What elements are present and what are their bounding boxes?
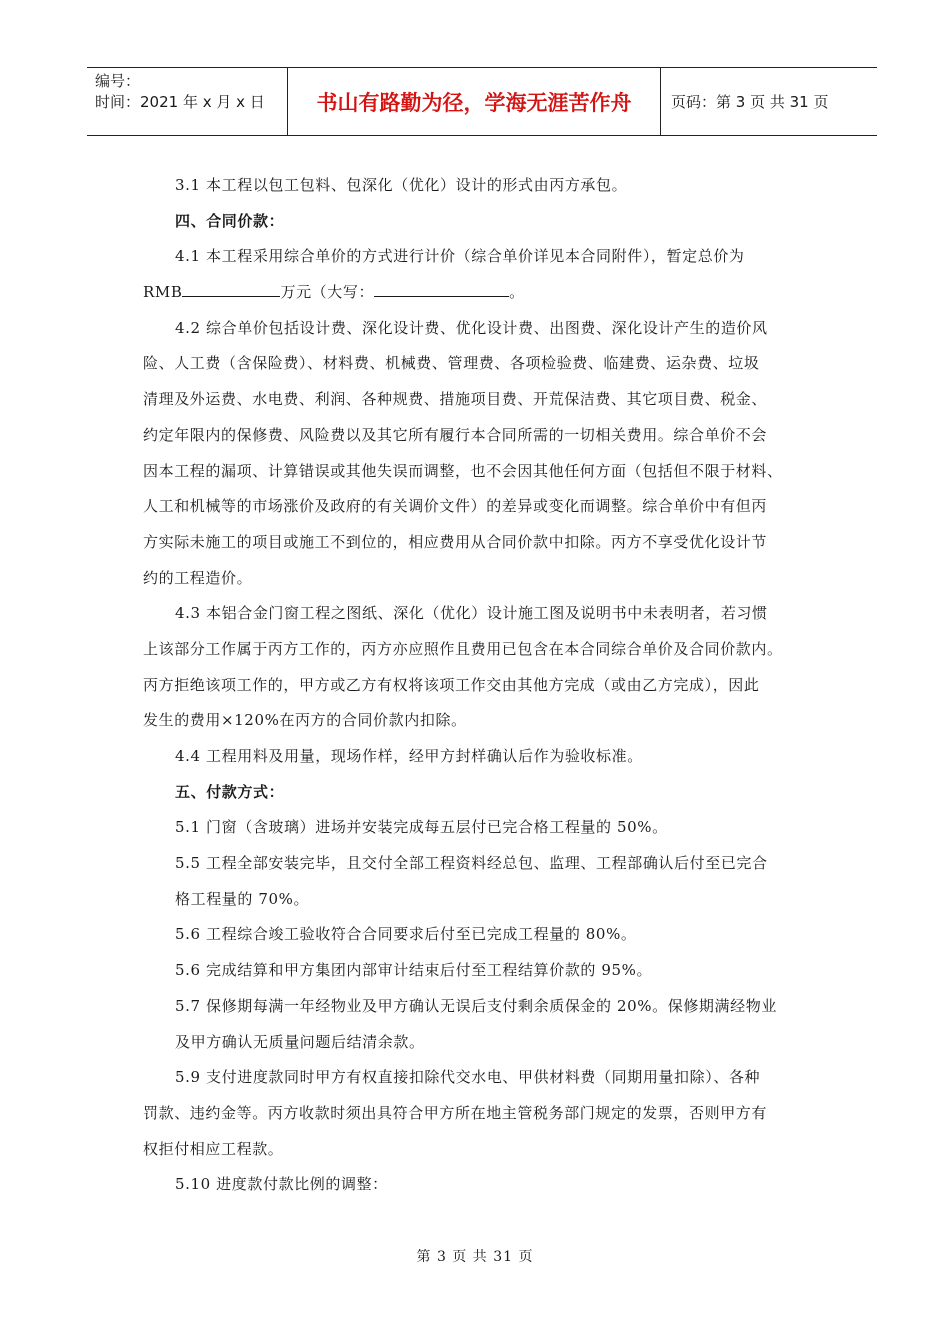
paragraph-5-9: 5.9 支付进度款同时甲方有权直接扣除代交水电、甲供材料费（同期用量扣除）、各种 xyxy=(175,1068,761,1087)
number-label: 编号： xyxy=(95,72,141,90)
paragraph-4-1-amount-line xyxy=(143,275,823,311)
paragraph-4-3-line: 发生的费用×120%在丙方的合同价款内扣除。 xyxy=(143,711,467,730)
amount-unit-label: 万元（大写： xyxy=(280,283,375,302)
paragraph-5-6-b: 5.6 完成结算和甲方集团内部审计结束后付至工程结算价款的 95%。 xyxy=(175,961,653,980)
currency-label: RMB xyxy=(143,283,183,302)
section-heading-contract-price: 四、合同价款： xyxy=(175,211,285,230)
paragraph-4-4: 4.4 工程用料及用量，现场作样，经甲方封样确认后作为验收标准。 xyxy=(175,747,643,765)
paragraph-4-2: 4.2 综合单价包括设计费、深化设计费、优化设计费、出图费、深化设计产生的造价风 xyxy=(175,318,768,337)
page-header xyxy=(87,67,877,136)
paragraph-5-5-line: 格工程量的 70%。 xyxy=(175,889,310,908)
paragraph-4-2-line: 因本工程的漏项、计算错误或其他失误而调整，也不会因其他任何方面（包括但不限于材料、 xyxy=(143,461,783,480)
paragraph-4-2-line: 人工和机械等的市场涨价及政府的有关调价文件）的差异或变化而调整。综合单价中有但丙 xyxy=(143,497,768,516)
paragraph-5-1: 5.1 门窗（含玻璃）进场并安装完成每五层付已完合格工程量的 50%。 xyxy=(175,818,668,837)
paragraph-3-1: 3.1 本工程以包工包料、包深化（优化）设计的形式由丙方承包。 xyxy=(175,176,628,194)
paragraph-4-2-line: 约定年限内的保修费、风险费以及其它所有履行本合同所需的一切相关费用。综合单价不会 xyxy=(143,425,768,444)
paragraph-5-10: 5.10 进度款付款比例的调整： xyxy=(175,1175,388,1194)
header-motto: 书山有路勤为径，学海无涯苦作舟 xyxy=(288,68,661,135)
document-body xyxy=(143,168,823,1203)
paragraph-4-2-line: 险、人工费（含保险费）、材料费、机械费、管理费、各项检验费、临建费、运杂费、垃圾 xyxy=(143,354,760,373)
amount-line-end: 。 xyxy=(509,283,525,302)
header-meta xyxy=(87,68,288,135)
time-label: 时间：2021 年 x 月 x 日 xyxy=(95,93,265,111)
paragraph-4-2-line: 方实际未施工的项目或施工不到位的，相应费用从合同价款中扣除。丙方不享受优化设计节 xyxy=(143,532,768,551)
paragraph-4-3: 4.3 本铝合金门窗工程之图纸、深化（优化）设计施工图及说明书中未表明者，若习惯 xyxy=(175,604,768,623)
paragraph-5-9-line: 罚款、违约金等。丙方收款时须出具符合甲方所在地主管税务部门规定的发票，否则甲方有 xyxy=(143,1103,768,1122)
amount-blank xyxy=(182,282,280,297)
paragraph-5-7-line: 及甲方确认无质量问题后结清余款。 xyxy=(175,1032,425,1051)
paragraph-4-2-line: 约的工程造价。 xyxy=(143,568,253,587)
header-page-number: 页码：第 3 页 共 31 页 xyxy=(671,93,829,111)
paragraph-5-6-a: 5.6 工程综合竣工验收符合合同要求后付至已完成工程量的 80%。 xyxy=(175,925,637,944)
paragraph-5-7: 5.7 保修期每满一年经物业及甲方确认无误后支付剩余质保金的 20%。保修期满经物业 xyxy=(175,996,777,1015)
page-footer: 第 3 页 共 31 页 xyxy=(416,1249,534,1265)
paragraph-4-2-line: 清理及外运费、水电费、利润、各种规费、措施项目费、开荒保洁费、其它项目费、税金、 xyxy=(143,390,768,409)
paragraph-5-9-line: 权拒付相应工程款。 xyxy=(143,1139,284,1158)
section-heading-payment-method: 五、付款方式： xyxy=(175,782,285,801)
amount-words-blank xyxy=(374,282,509,297)
paragraph-5-5: 5.5 工程全部安装完毕，且交付全部工程资料经总包、监理、工程部确认后付至已完合 xyxy=(175,854,768,873)
paragraph-4-1: 4.1 本工程采用综合单价的方式进行计价（综合单价详见本合同附件），暂定总价为 xyxy=(175,247,745,266)
paragraph-4-3-line: 上该部分工作属于丙方工作的，丙方亦应照作且费用已包含在本合同综合单价及合同价款内。 xyxy=(143,639,783,658)
paragraph-4-3-line: 丙方拒绝该项工作的，甲方或乙方有权将该项工作交由其他方完成（或由乙方完成），因此 xyxy=(143,675,760,694)
